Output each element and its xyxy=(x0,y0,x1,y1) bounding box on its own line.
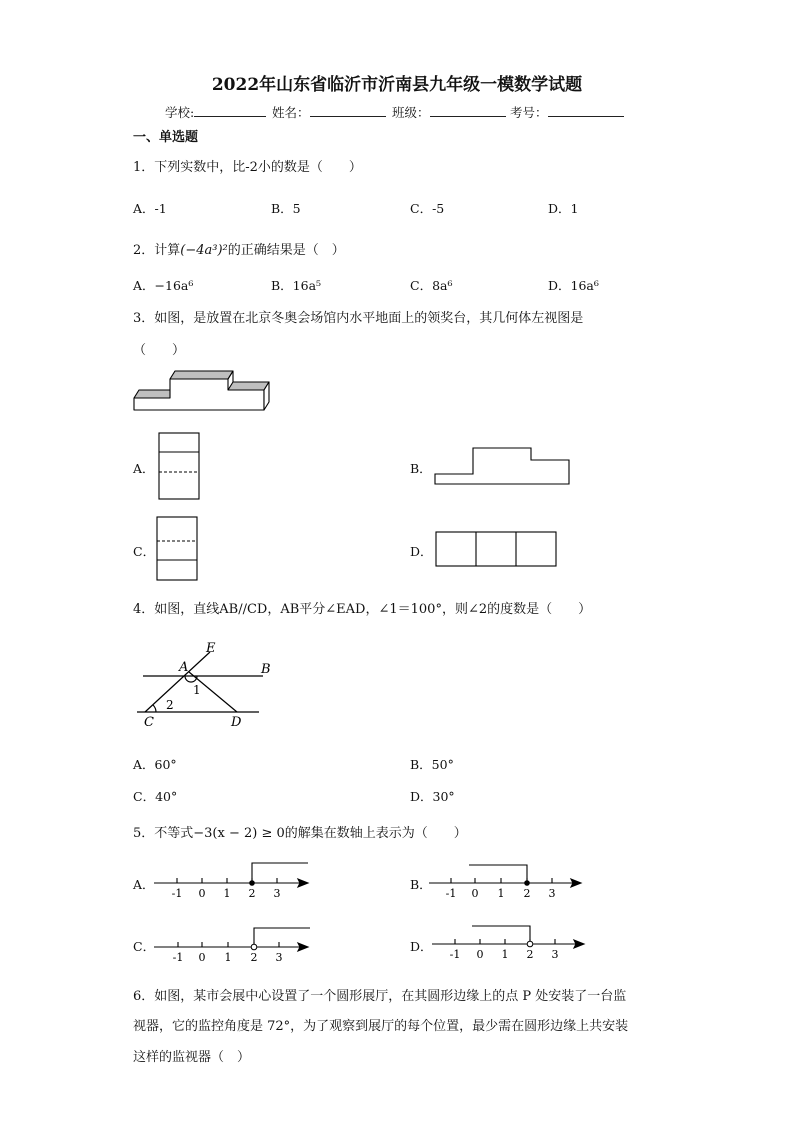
q3-option-c-figure[interactable] xyxy=(156,516,198,582)
q2-option-c[interactable]: C．8a⁶ xyxy=(410,278,453,293)
q4-option-a[interactable]: A．60° xyxy=(133,757,177,772)
q5-option-c-label[interactable]: C． xyxy=(133,939,156,954)
q4-label-b: B xyxy=(261,662,271,677)
q5b-tick-3: 3 xyxy=(548,887,556,900)
q4-parallel-lines-figure xyxy=(135,638,285,734)
q5b-tick-0: 0 xyxy=(471,887,479,900)
section-heading: 一、单选题 xyxy=(133,130,199,145)
q4-label-d: D xyxy=(231,715,242,730)
class-label: 班级： xyxy=(392,105,430,120)
q5b-tick-2: 2 xyxy=(523,887,531,900)
q5-option-d-label[interactable]: D． xyxy=(410,939,433,954)
q1-option-c[interactable]: C．-5 xyxy=(410,201,445,216)
school-blank[interactable] xyxy=(194,104,266,117)
q5-option-a-number-line[interactable] xyxy=(150,858,315,902)
q5-option-d-number-line[interactable] xyxy=(428,922,593,966)
q4-angle-2-label: 2 xyxy=(166,698,174,712)
q4-stem: 4．如图，直线AB//CD，AB平分∠EAD，∠1＝100°，则∠2的度数是（ ） xyxy=(133,602,592,617)
q5c-tick-0: 0 xyxy=(198,951,206,964)
exam-number-label: 考号： xyxy=(510,105,548,120)
q6-stem-line1: 6．如图，某市会展中心设置了一个圆形展厅，在其圆形边缘上的点 P 处安装了一台监 xyxy=(133,989,627,1004)
q3-option-c-label[interactable]: C． xyxy=(133,544,156,559)
q5c-tick-neg1: -1 xyxy=(172,951,184,964)
q6-stem-line3: 这样的监视器（ ） xyxy=(133,1050,251,1065)
q3-option-d-figure[interactable] xyxy=(435,531,559,569)
q5d-tick-1: 1 xyxy=(501,948,509,961)
q5c-tick-2: 2 xyxy=(250,951,258,964)
q2-stem-prefix: 2．计算 xyxy=(133,243,181,258)
q3-option-a-figure[interactable] xyxy=(158,432,200,500)
q3-podium-figure xyxy=(130,365,275,417)
q4-option-d[interactable]: D．30° xyxy=(410,789,455,804)
q3-stem: 3．如图，是放置在北京冬奥会场馆内水平地面上的领奖台，其几何体左视图是 xyxy=(133,311,584,326)
q5-option-b-label[interactable]: B． xyxy=(410,877,432,892)
q5-option-a-label[interactable]: A． xyxy=(133,877,155,892)
q5-stem: 5．不等式−3(x − 2) ≥ 0的解集在数轴上表示为（ ） xyxy=(133,826,467,841)
q4-option-b[interactable]: B．50° xyxy=(410,757,454,772)
exam-number-blank[interactable] xyxy=(548,104,624,117)
name-label: 姓名： xyxy=(272,105,310,120)
q3-option-b-figure[interactable] xyxy=(433,446,571,486)
q5b-tick-neg1: -1 xyxy=(445,887,457,900)
q2-option-b[interactable]: B．16a⁵ xyxy=(271,278,322,293)
q4-label-e: E xyxy=(206,641,216,656)
class-field xyxy=(392,103,506,121)
q4-angle-1-label: 1 xyxy=(193,683,201,697)
q5d-tick-0: 0 xyxy=(476,948,484,961)
school-label: 学校: xyxy=(165,105,195,120)
q5c-tick-1: 1 xyxy=(224,951,232,964)
q4-label-c: C xyxy=(144,715,154,730)
q5a-tick-3: 3 xyxy=(273,887,281,900)
q6-stem-line2: 视器，它的监控角度是 72°，为了观察到展厅的每个位置，最少需在圆形边缘上共安装 xyxy=(133,1019,629,1034)
name-field xyxy=(272,103,386,121)
q1-option-b[interactable]: B．5 xyxy=(271,201,301,216)
name-blank[interactable] xyxy=(310,104,386,117)
q4-option-c[interactable]: C．40° xyxy=(133,789,178,804)
q3-stem-paren: （ ） xyxy=(133,343,186,358)
exam-number-field xyxy=(510,103,624,121)
q5c-tick-3: 3 xyxy=(275,951,283,964)
q1-stem: 1．下列实数中，比-2小的数是（ ） xyxy=(133,160,362,175)
q1-option-a[interactable]: A．-1 xyxy=(133,201,167,216)
q5a-tick-0: 0 xyxy=(198,887,206,900)
q5-option-c-number-line[interactable] xyxy=(150,922,315,966)
q5a-tick-neg1: -1 xyxy=(171,887,183,900)
q3-option-b-label[interactable]: B． xyxy=(410,461,432,476)
exam-title: 2022年山东省临沂市沂南县九年级一模数学试题 xyxy=(211,75,583,95)
q5a-tick-1: 1 xyxy=(223,887,231,900)
q2-stem-suffix: 的正确结果是（ ） xyxy=(227,243,345,258)
class-blank[interactable] xyxy=(430,104,506,117)
q2-expression: (−4a³)² xyxy=(180,243,228,258)
q3-option-a-label[interactable]: A． xyxy=(133,461,155,476)
q4-label-a: A xyxy=(179,660,189,675)
q2-option-d[interactable]: D．16a⁶ xyxy=(548,278,599,293)
q5d-tick-neg1: -1 xyxy=(449,948,461,961)
q1-option-d[interactable]: D．1 xyxy=(548,201,579,216)
q2-stem xyxy=(133,239,345,258)
q5d-tick-2: 2 xyxy=(526,948,534,961)
q5d-tick-3: 3 xyxy=(551,948,559,961)
q2-option-a[interactable]: A．−16a⁶ xyxy=(133,278,194,293)
school-field xyxy=(165,103,266,121)
q5b-tick-1: 1 xyxy=(497,887,505,900)
q3-option-d-label[interactable]: D． xyxy=(410,544,433,559)
q5-option-b-number-line[interactable] xyxy=(425,858,590,902)
q5a-tick-2: 2 xyxy=(248,887,256,900)
